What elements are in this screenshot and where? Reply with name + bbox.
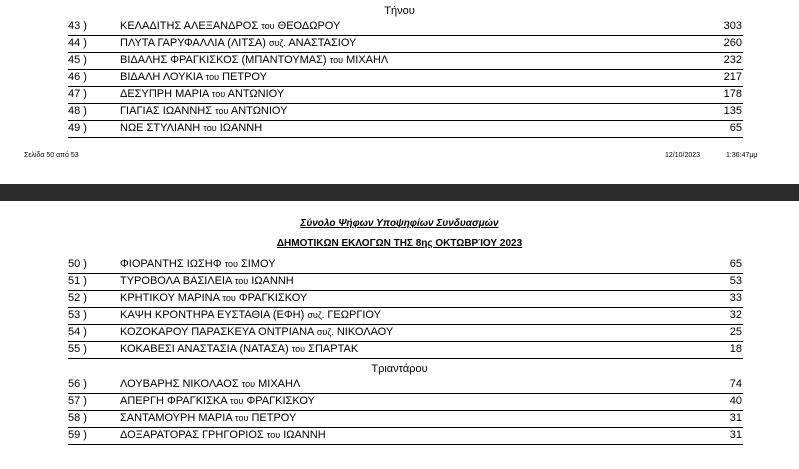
- page-number: Σελίδα 50 από 53: [24, 152, 79, 159]
- relation: του: [230, 396, 244, 406]
- relation: του: [211, 89, 226, 99]
- report-subheading: ΔΗΜΟΤΙΚΩΝ ΕΚΛΟΓΩΝ ΤΗΣ 8ης ΟΚΤΩΒΡΊΟΥ 2023: [276, 238, 523, 249]
- table-row: [68, 410, 743, 428]
- parent-name: ΓΕΩΡΓΙΟΥ: [327, 309, 381, 321]
- candidate-name-cell: [120, 395, 315, 407]
- table-row: [68, 52, 743, 70]
- candidate-number: 58 ): [68, 412, 87, 424]
- section-title-triantarou: Τριαντάρου: [371, 363, 428, 375]
- table-row: [68, 290, 743, 308]
- candidate-name-cell: [120, 105, 287, 117]
- candidate-number: 51 ): [68, 275, 87, 287]
- relation: του: [224, 259, 238, 269]
- candidate-name: ΑΠΕΡΓΗ ΦΡΑΓΚΙΣΚΑ: [120, 395, 227, 407]
- parent-name: ΦΡΑΓΚΙΣΚΟΥ: [238, 292, 308, 304]
- candidate-number: 54 ): [68, 326, 87, 338]
- vote-count: 25: [729, 326, 742, 338]
- candidate-name: ΚΟΚΑΒΕΣΙ ΑΝΑΣΤΑΣΙΑ (ΝΑΤΑΣΑ): [120, 343, 289, 355]
- candidate-name: ΚΕΛΑΔΙΤΗΣ ΑΛΕΞΑΝΔΡΟΣ: [120, 20, 259, 32]
- relation: του: [261, 21, 275, 31]
- vote-count: 178: [723, 88, 742, 100]
- candidate-name: ΝΩΕ ΣΤΥΛΙΑΝΗ: [120, 122, 201, 134]
- vote-count: 303: [723, 20, 742, 32]
- candidate-name: ΚΡΗΤΙΚΟΥ ΜΑΡΙΝΑ: [120, 292, 220, 304]
- table-row: [68, 103, 743, 121]
- print-date: 12/10/2023: [665, 152, 701, 159]
- candidate-name: ΔΕΣΥΠΡΗ ΜΑΡΙΑ: [120, 88, 209, 100]
- candidate-name-cell: [120, 258, 276, 270]
- candidate-name-cell: [120, 309, 381, 321]
- relation: του: [215, 106, 229, 116]
- relation: συζ.: [268, 38, 286, 48]
- candidate-number: 55 ): [68, 343, 87, 355]
- relation: του: [291, 344, 306, 354]
- candidate-name-cell: [120, 122, 262, 134]
- vote-count: 53: [729, 275, 742, 287]
- candidate-number: 45 ): [68, 54, 87, 66]
- candidate-number: 52 ): [68, 292, 87, 304]
- candidate-name: ΓΙΑΓΙΑΣ ΙΩΑΝΝΗΣ: [120, 105, 213, 117]
- candidate-name-cell: [120, 292, 307, 304]
- parent-name: ΝΙΚΟΛΑΟΥ: [336, 326, 394, 338]
- candidate-name: ΚΑΨΗ ΚΡΟΝΤΗΡΑ ΕΥΣΤΑΘΙΑ (ΕΦΗ): [120, 309, 305, 321]
- candidate-number: 53 ): [68, 309, 87, 321]
- table-row: [68, 120, 743, 138]
- candidate-number: 57 ): [68, 395, 87, 407]
- candidate-name: ΒΙΔΑΛΗ ΛΟΥΚΙΑ: [120, 71, 203, 83]
- report-heading: Σύνολο Ψήφων Υποψηφίων Συνδυασμών: [300, 218, 499, 229]
- parent-name: ΑΝΤΩΝΙΟΥ: [230, 105, 288, 117]
- vote-count: 74: [729, 378, 742, 390]
- table-row: [68, 86, 743, 104]
- parent-name: ΠΕΤΡΟΥ: [222, 71, 267, 83]
- table-row: [68, 307, 743, 325]
- candidate-name: ΛΟΥΒΑΡΗΣ ΝΙΚΟΛΑΟΣ: [120, 378, 239, 390]
- relation: του: [203, 123, 217, 133]
- vote-count: 31: [729, 429, 742, 441]
- relation: του: [266, 430, 281, 440]
- candidate-name: ΔΟΞΑΡΑΤΟΡΑΣ ΓΡΗΓΟΡΙΟΣ: [120, 429, 264, 441]
- vote-count: 31: [729, 412, 742, 424]
- vote-count: 40: [729, 395, 742, 407]
- candidate-name-cell: [120, 412, 296, 424]
- vote-count: 32: [729, 309, 742, 321]
- table-row: [68, 256, 743, 274]
- relation: του: [222, 293, 236, 303]
- candidate-name: ΚΟΖΟΚΑΡΟΥ ΠΑΡΑΣΚΕΥΑ ΟΝΤΡΙΑΝΑ: [120, 326, 314, 338]
- parent-name: ΙΩΑΝΝΗ: [219, 122, 263, 134]
- candidate-name: ΠΛΥΤΑ ΓΑΡΥΦΑΛΛΙΑ (ΛΙΤΣΑ): [120, 37, 266, 49]
- candidate-number: 56 ): [68, 378, 87, 390]
- relation: του: [234, 276, 249, 286]
- candidate-name: ΤΥΡΟΒΟΛΑ ΒΑΣΙΛΕΙΑ: [120, 275, 232, 287]
- parent-name: ΠΕΤΡΟΥ: [251, 412, 297, 424]
- candidate-number: 47 ): [68, 88, 87, 100]
- candidate-name-cell: [120, 71, 267, 83]
- table-row: [68, 35, 743, 53]
- parent-name: ΑΝΑΣΤΑΣΙΟΥ: [288, 37, 357, 49]
- vote-count: 65: [729, 122, 742, 134]
- candidate-name: ΒΙΔΑΛΗΣ ΦΡΑΓΚΙΣΚΟΣ (ΜΠΑΝΤΟΥΜΑΣ): [120, 54, 327, 66]
- parent-name: ΣΠΑΡΤΑΚ: [308, 343, 359, 355]
- vote-count: 260: [723, 37, 742, 49]
- candidate-name-cell: [120, 429, 326, 441]
- table-row: [68, 427, 743, 445]
- table-row: [68, 341, 743, 359]
- vote-count: 18: [729, 343, 742, 355]
- table-row: [68, 273, 743, 291]
- relation: του: [241, 379, 256, 389]
- vote-count: 135: [723, 105, 742, 117]
- candidate-name-cell: [120, 275, 294, 287]
- vote-count: 217: [723, 71, 742, 83]
- candidate-name-cell: [120, 37, 356, 49]
- vote-count: 33: [729, 292, 742, 304]
- table-row: [68, 18, 743, 36]
- candidate-name: ΣΑΝΤΑΜΟΥΡΗ ΜΑΡΙΑ: [120, 412, 232, 424]
- candidate-name-cell: [120, 20, 340, 32]
- candidate-number: 48 ): [68, 105, 87, 117]
- parent-name: ΦΡΑΓΚΙΣΚΟΥ: [246, 395, 315, 407]
- candidate-name-cell: [120, 343, 358, 355]
- relation: του: [205, 72, 220, 82]
- candidate-number: 50 ): [68, 258, 87, 270]
- vote-count: 65: [729, 258, 742, 270]
- candidate-number: 46 ): [68, 71, 87, 83]
- candidate-number: 59 ): [68, 429, 87, 441]
- parent-name: ΑΝΤΩΝΙΟΥ: [227, 88, 285, 100]
- vote-count: 232: [723, 54, 742, 66]
- table-row: [68, 69, 743, 87]
- relation: συζ.: [316, 327, 334, 337]
- table-row: [68, 324, 743, 342]
- page-separator: [0, 184, 799, 201]
- candidate-number: 43 ): [68, 20, 87, 32]
- candidate-name-cell: [120, 88, 284, 100]
- relation: του: [329, 55, 344, 65]
- candidate-number: 44 ): [68, 37, 87, 49]
- candidate-number: 49 ): [68, 122, 87, 134]
- section-title-tinou: Τήνου: [384, 5, 415, 17]
- candidate-name-cell: [120, 326, 393, 338]
- parent-name: ΜΙΧΑΗΛ: [258, 378, 301, 390]
- table-row: [68, 393, 743, 411]
- candidate-name-cell: [120, 378, 300, 390]
- relation: του: [235, 413, 249, 423]
- relation: συζ.: [307, 310, 325, 320]
- parent-name: ΣΙΜΟΥ: [241, 258, 276, 270]
- parent-name: ΙΩΑΝΝΗ: [251, 275, 294, 287]
- parent-name: ΙΩΑΝΝΗ: [283, 429, 326, 441]
- table-row: [68, 376, 743, 394]
- parent-name: ΘΕΟΔΩΡΟΥ: [277, 20, 341, 32]
- print-time: 1:36:47μμ: [726, 152, 758, 159]
- candidate-name: ΦΙΟΡΑΝΤΗΣ ΙΩΣΗΦ: [120, 258, 222, 270]
- parent-name: ΜΙΧΑΗΛ: [346, 54, 389, 66]
- candidate-name-cell: [120, 54, 388, 66]
